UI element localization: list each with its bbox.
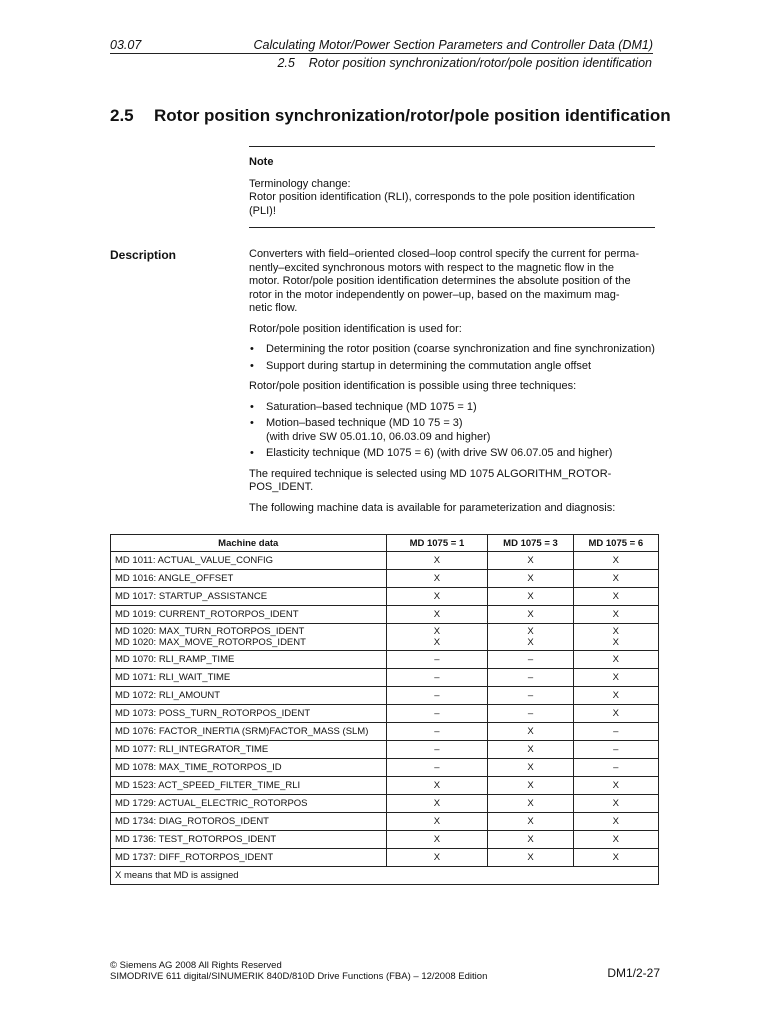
table-row (111, 813, 659, 831)
header-rule (110, 53, 653, 54)
table-cell-value: X (386, 795, 488, 813)
table-cell-value: – (488, 687, 573, 705)
description-label: Description (110, 248, 177, 262)
table-cell-machine-data: MD 1070: RLI_RAMP_TIME (111, 651, 387, 669)
table-cell-value: X (386, 849, 488, 867)
table-cell-machine-data: MD 1011: ACTUAL_VALUE_CONFIG (111, 552, 387, 570)
table-cell-machine-data: MD 1736: TEST_ROTORPOS_IDENT (111, 831, 387, 849)
table-cell-value: – (573, 741, 658, 759)
table-cell-value: X (386, 813, 488, 831)
table-cell-machine-data: MD 1017: STARTUP_ASSISTANCE (111, 588, 387, 606)
table-cell-value: X X (573, 624, 658, 651)
table-cell-machine-data: MD 1071: RLI_WAIT_TIME (111, 669, 387, 687)
table-cell-machine-data: MD 1073: POSS_TURN_ROTORPOS_IDENT (111, 705, 387, 723)
table-cell-value: – (488, 705, 573, 723)
table-cell-value: X (573, 777, 658, 795)
table-cell-value: – (386, 651, 488, 669)
table-cell-value: X (488, 588, 573, 606)
table-cell-value: X (488, 849, 573, 867)
footer-copyright: © Siemens AG 2008 All Rights Reserved (110, 960, 282, 971)
table-row (111, 624, 659, 651)
table-cell-value: X (488, 723, 573, 741)
uses-list (249, 343, 667, 373)
table-footnote-row (111, 867, 659, 885)
table-cell-value: X (488, 759, 573, 777)
table-row (111, 651, 659, 669)
table-cell-value: X (573, 849, 658, 867)
table-row (111, 777, 659, 795)
note-line: Terminology change: (249, 177, 351, 190)
table-cell-machine-data: MD 1737: DIFF_ROTORPOS_IDENT (111, 849, 387, 867)
table-row (111, 741, 659, 759)
table-cell-value: – (573, 723, 658, 741)
description-body (249, 248, 667, 522)
description-paragraph: Converters with field–oriented closed–loop control specify the current for perma- nently–excited synchronous motors with respect to the magnetic flow in the motor. Rotor/pole position identification determines the absolute position of the rotor in the motor independently on power–up, based on the maximum mag- netic flow. (249, 248, 640, 314)
table-cell-value: X (488, 777, 573, 795)
description-paragraph: The following machine data is available for parameterization and diagnosis: (249, 501, 616, 514)
table-cell-value: X (573, 813, 658, 831)
table-cell-value: – (386, 705, 488, 723)
table-cell-value: X (573, 552, 658, 570)
table-cell-value: – (386, 669, 488, 687)
table-cell-value: – (386, 723, 488, 741)
note-box (249, 146, 655, 228)
table-cell-value: – (386, 741, 488, 759)
table-row (111, 723, 659, 741)
table-header: MD 1075 = 3 (488, 535, 573, 552)
table-cell-value: X (488, 552, 573, 570)
table-row (111, 669, 659, 687)
table-row (111, 570, 659, 588)
table-cell-value: X (573, 606, 658, 624)
table-row (111, 705, 659, 723)
techniques-list (249, 401, 667, 461)
table-body (111, 552, 659, 867)
header-chapter: Calculating Motor/Power Section Parameters and Controller Data (DM1) (253, 38, 653, 52)
header-subsection: 2.5 Rotor position synchronization/rotor/pole position identification (277, 56, 652, 70)
table-cell-machine-data: MD 1523: ACT_SPEED_FILTER_TIME_RLI (111, 777, 387, 795)
table-cell-value: – (386, 759, 488, 777)
table-row (111, 759, 659, 777)
table-cell-value: X (488, 813, 573, 831)
table-cell-value: X (573, 588, 658, 606)
section-number: 2.5 (110, 106, 134, 125)
header-date: 03.07 (110, 38, 142, 52)
table-cell-value: X (488, 831, 573, 849)
table-cell-value: X (386, 606, 488, 624)
table-cell-machine-data: MD 1019: CURRENT_ROTORPOS_IDENT (111, 606, 387, 624)
list-item: • Support during startup in determining the commutation angle offset (249, 360, 667, 374)
table-cell-value: X (488, 741, 573, 759)
table-row (111, 588, 659, 606)
description-paragraph: Rotor/pole position identification is used for: (249, 322, 462, 335)
note-line: Rotor position identification (RLI), corresponds to the pole position identification (PLI)! (249, 191, 635, 217)
table-cell-value: X (386, 777, 488, 795)
table-cell-machine-data: MD 1078: MAX_TIME_ROTORPOS_ID (111, 759, 387, 777)
table-cell-value: X (488, 795, 573, 813)
section-heading (110, 106, 671, 126)
table-cell-machine-data: MD 1020: MAX_TURN_ROTORPOS_IDENT MD 1020: MAX_MOVE_ROTORPOS_IDENT (111, 624, 387, 651)
table-cell-value: X (573, 669, 658, 687)
table-cell-value: X (386, 588, 488, 606)
table-cell-value: X (573, 831, 658, 849)
table-row (111, 849, 659, 867)
table-cell-value: – (488, 669, 573, 687)
table-cell-machine-data: MD 1077: RLI_INTEGRATOR_TIME (111, 741, 387, 759)
table-cell-value: X X (386, 624, 488, 651)
description-paragraph: The required technique is selected using MD 1075 ALGORITHM_ROTOR- POS_IDENT. (249, 467, 612, 493)
table-cell-value: – (386, 687, 488, 705)
list-item: • Determining the rotor position (coarse synchronization and fine synchronization) (249, 343, 667, 357)
table-row (111, 552, 659, 570)
table-cell-value: X (386, 552, 488, 570)
table-cell-machine-data: MD 1076: FACTOR_INERTIA (SRM)FACTOR_MASS (SLM) (111, 723, 387, 741)
table-header: MD 1075 = 6 (573, 535, 658, 552)
description-paragraph: Rotor/pole position identification is possible using three techniques: (249, 380, 577, 392)
table-cell-value: – (488, 651, 573, 669)
table-cell-value: X (573, 687, 658, 705)
table-cell-machine-data: MD 1729: ACTUAL_ELECTRIC_ROTORPOS (111, 795, 387, 813)
note-title: Note (249, 156, 274, 168)
table-header: MD 1075 = 1 (386, 535, 488, 552)
footer-page-number: DM1/2-27 (607, 966, 660, 980)
table-cell-value: X (386, 831, 488, 849)
table-cell-value: – (573, 759, 658, 777)
list-item: • Elasticity technique (MD 1075 = 6) (with drive SW 06.07.05 and higher) (249, 447, 667, 461)
section-title: Rotor position synchronization/rotor/pole position identification (154, 106, 671, 125)
machine-data-table (110, 534, 659, 885)
footer-edition: SIMODRIVE 611 digital/SINUMERIK 840D/810D Drive Functions (FBA) – 12/2008 Edition (110, 971, 488, 982)
table-cell-machine-data: MD 1072: RLI_AMOUNT (111, 687, 387, 705)
table-row (111, 795, 659, 813)
table-footnote: X means that MD is assigned (111, 867, 659, 885)
table-row (111, 606, 659, 624)
table-header-row (111, 535, 659, 552)
table-row (111, 687, 659, 705)
list-item: • Motion–based technique (MD 10 75 = 3) (with drive SW 05.01.10, 06.03.09 and higher) (249, 417, 667, 444)
table-cell-value: X (386, 570, 488, 588)
table-header: Machine data (111, 535, 387, 552)
table-cell-machine-data: MD 1016: ANGLE_OFFSET (111, 570, 387, 588)
table-cell-value: X (488, 606, 573, 624)
table-cell-value: X (573, 570, 658, 588)
table-cell-value: X (488, 570, 573, 588)
table-cell-value: X X (488, 624, 573, 651)
table-cell-machine-data: MD 1734: DIAG_ROTOROS_IDENT (111, 813, 387, 831)
list-item: • Saturation–based technique (MD 1075 = 1) (249, 401, 667, 415)
table-row (111, 831, 659, 849)
table-cell-value: X (573, 795, 658, 813)
table-cell-value: X (573, 651, 658, 669)
table-cell-value: X (573, 705, 658, 723)
